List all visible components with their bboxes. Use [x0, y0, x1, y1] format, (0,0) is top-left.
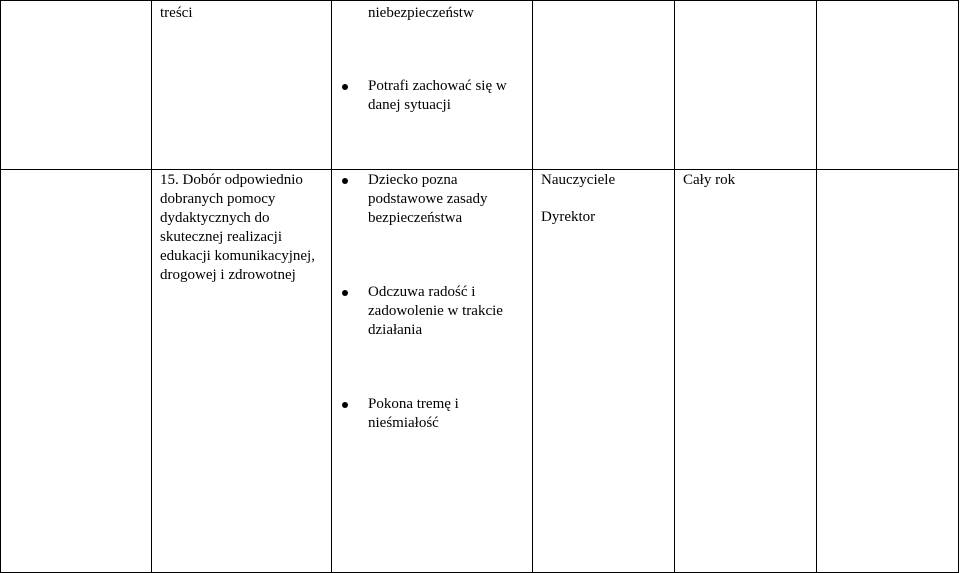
bullet-icon [342, 402, 348, 408]
table-row [1, 1, 959, 170]
table-cell-effects [332, 1, 533, 170]
bullet-icon [342, 84, 348, 90]
table-cell-responsible [533, 170, 675, 573]
table-row [1, 170, 959, 573]
cell-text: 15. Dobór odpowiednio dobranych pomocy dydaktycznych do skutecznej realizacji edukacji komunikacyjnej, drogowej i zdrowotnej [160, 172, 315, 283]
bullet-icon [342, 290, 348, 296]
table-cell-content [152, 170, 332, 573]
list-item [332, 395, 532, 433]
bullet-text: Potrafi zachować się w danej sytuacji [368, 78, 507, 113]
cell-text: niebezpieczeństw [368, 5, 474, 21]
table-cell-content [152, 1, 332, 170]
table-cell-empty [817, 1, 959, 170]
bullet-text: Dziecko pozna podstawowe zasady bezpieczeństwa [368, 172, 488, 226]
cell-text: Nauczyciele [541, 172, 616, 188]
cell-text: treści [160, 5, 193, 21]
list-item [332, 77, 532, 115]
bullet-icon [342, 178, 348, 184]
cell-text: Dyrektor [541, 209, 596, 225]
table-cell-empty [1, 170, 152, 573]
table-cell-empty [533, 1, 675, 170]
bullet-text: Odczuwa radość i zadowolenie w trakcie działania [368, 284, 503, 338]
list-item [332, 283, 532, 340]
cell-text: Cały rok [683, 172, 736, 188]
list-item [332, 171, 532, 228]
bullet-text: Pokona tremę i nieśmiałość [368, 396, 459, 431]
table-cell-term [675, 170, 817, 573]
table-cell-empty [675, 1, 817, 170]
table-cell-effects [332, 170, 533, 573]
table-cell-empty [817, 170, 959, 573]
table-cell-empty [1, 1, 152, 170]
